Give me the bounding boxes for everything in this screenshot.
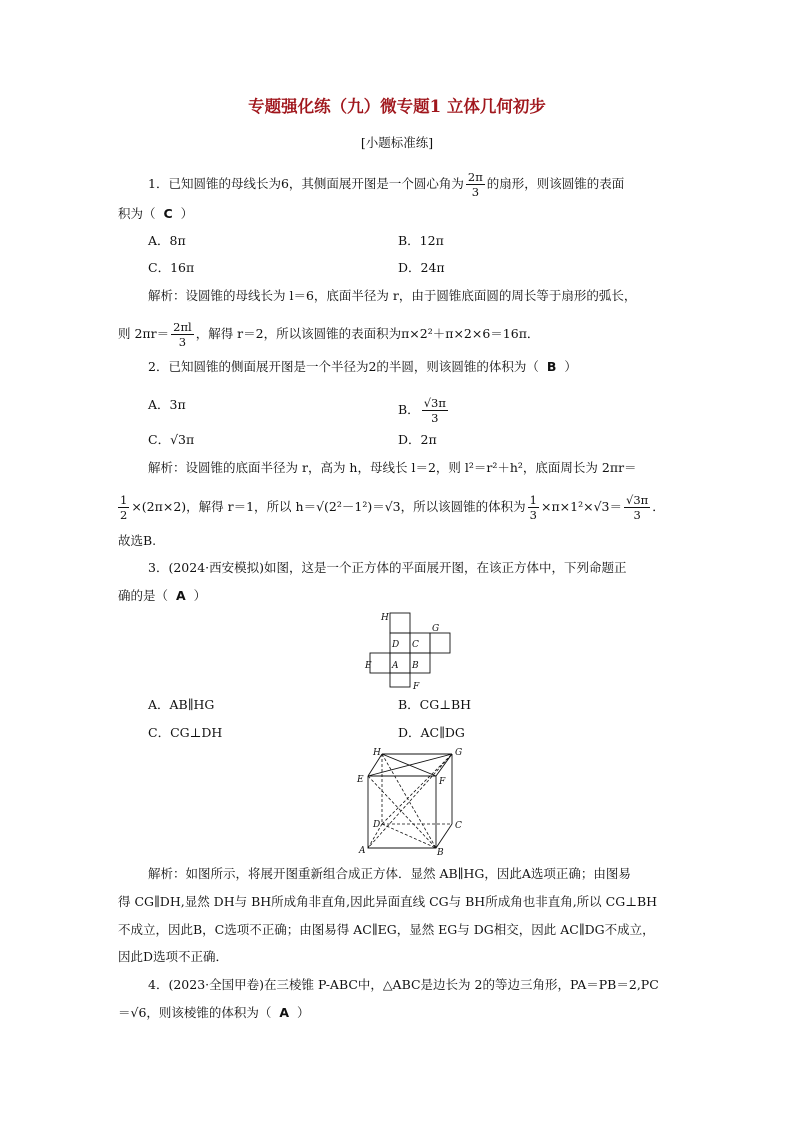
net-label-f: F xyxy=(413,682,420,690)
q2-solution-line2: $\frac{1}{2}$ ×(2π×2)，解得 r＝1，所以 h＝√(2²－1²)＝√3，所以该圆锥的体积为 $\frac{1}{3}$ ×π×1²×√3＝ $\frac{√3\pi}{3}$ ． xyxy=(120,493,665,522)
net-label-b: B xyxy=(412,661,419,671)
cube-label-c: C xyxy=(455,821,462,831)
q2-option-a: A．3π xyxy=(148,397,186,412)
q3-option-c: C．CG⊥DH xyxy=(148,725,223,740)
q4-answer: A xyxy=(279,1005,290,1020)
net-label-e: E xyxy=(365,661,372,671)
q1-solution-line1: 解析：设圆锥的母线长为 l＝6，底面半径为 r，由于圆锥底面圆的周长等于扇形的弧长， xyxy=(148,288,637,303)
net-label-c: C xyxy=(412,640,419,650)
q2-solution-line1: 解析：设圆锥的底面半径为 r，高为 h，母线长 l＝2，则 l²＝r²＋h²，底面周长为 2πr＝ xyxy=(148,460,637,475)
q2-option-c: C．√3π xyxy=(148,432,195,447)
q1-solution-line2: 则 2πr＝ $\frac{2\pi l}{3}$ ，解得 r＝2，所以该圆锥的表面积为π×2²＋π×2×6＝16π． xyxy=(118,320,540,349)
q3-solution-line1: 解析：如图所示，将展开图重新组合成正方体．显然 AB∥HG，因此A选项正确；由图易 xyxy=(148,866,631,881)
cube-diagram xyxy=(352,744,472,856)
cube-label-d: D xyxy=(373,820,381,830)
q1-angle-fraction: $\frac{2\pi}{3}$ xyxy=(467,170,483,199)
q1-option-a: A．8π xyxy=(148,233,186,248)
q2-answer: B xyxy=(546,359,557,374)
q2-option-b: B． $\frac{√3\pi}{3}$ xyxy=(398,396,446,425)
q3-stem-line2: 确的是（ A ） xyxy=(118,588,207,603)
q1-option-c: C．16π xyxy=(148,260,195,275)
cube-label-b: B xyxy=(437,848,444,856)
q1-stem-line2: 积为（ C ） xyxy=(118,206,194,221)
cube-label-h: H xyxy=(373,748,381,758)
q2-option-d: D．2π xyxy=(398,432,437,447)
net-label-a: A xyxy=(392,661,399,671)
q1-stem-line1: 1．已知圆锥的母线长为6，其侧面展开图是一个圆心角为 $\frac{2\pi}{3}$ 的扇形，则该圆锥的表面 xyxy=(148,170,625,199)
q4-stem-line2: ＝√6，则该棱锥的体积为（ A ） xyxy=(118,1005,310,1020)
q1-option-d: D．24π xyxy=(398,260,445,275)
cube-label-a: A xyxy=(359,846,366,856)
page-title: 专题强化练（九）微专题1 立体几何初步 xyxy=(248,97,546,116)
q3-option-a: A．AB∥HG xyxy=(148,697,215,712)
q1-answer: C xyxy=(163,206,173,221)
q3-solution-line2: 得 CG∥DH,显然 DH与 BH所成角非直角,因此异面直线 CG与 BH所成角也非直角,所以 CG⊥BH xyxy=(118,894,658,909)
cube-label-f: F xyxy=(439,777,446,787)
net-label-h: H xyxy=(381,613,389,623)
cube-net-diagram xyxy=(355,608,465,690)
q1-option-b: B．12π xyxy=(398,233,444,248)
q1-solution-fraction: $\frac{2\pi l}{3}$ xyxy=(173,320,192,349)
net-label-g: G xyxy=(432,624,440,634)
cube-label-g: G xyxy=(455,748,463,758)
q2-solution-line3: 故选B. xyxy=(118,533,157,548)
section-subtitle: [小题标准练] xyxy=(360,135,434,150)
q2-stem: 2．已知圆锥的侧面展开图是一个半径为2的半圆，则该圆锥的体积为（ B ） xyxy=(148,359,577,374)
net-label-d: D xyxy=(392,640,400,650)
q3-solution-line3: 不成立，因此B，C选项不正确；由图易得 AC∥EG，显然 EG与 DG相交，因此 AC∥DG不成立， xyxy=(118,922,655,937)
cube-label-e: E xyxy=(357,775,364,785)
q3-solution-line4: 因此D选项不正确． xyxy=(118,949,229,964)
q3-answer: A xyxy=(175,588,186,603)
q3-option-b: B．CG⊥BH xyxy=(398,697,472,712)
q3-option-d: D．AC∥DG xyxy=(398,725,465,740)
q3-stem-line1: 3．(2024·西安模拟)如图，这是一个正方体的平面展开图，在该正方体中，下列命题正 xyxy=(148,560,627,575)
q4-stem-line1: 4．(2023·全国甲卷)在三棱锥 P-ABC中，△ABC是边长为 2的等边三角形，PA＝PB＝2,PC xyxy=(148,977,659,992)
